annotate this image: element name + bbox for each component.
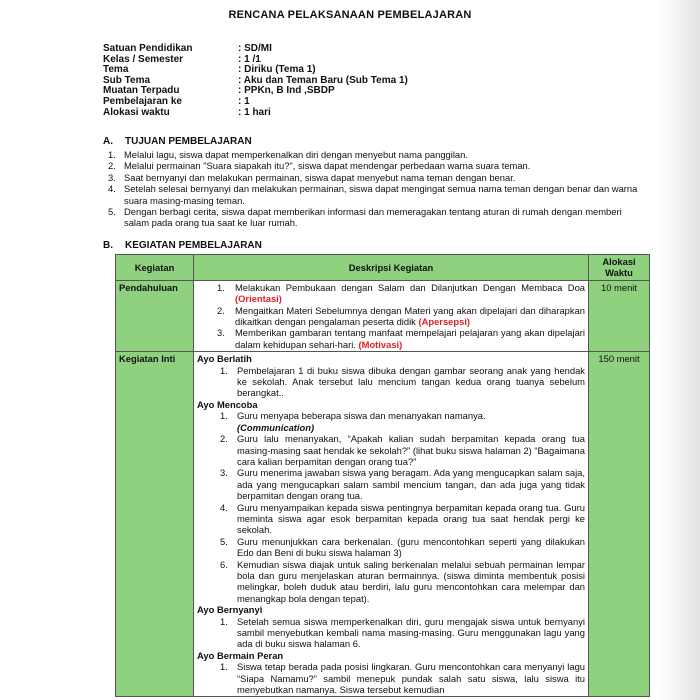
item-text: Pembelajaran 1 di buku siswa dibuka dengan gambar seorang anak yang hendak ke sekolah. Anak tersebut lalu mencium tangan kedua orang tuanya sebelum berangkat.. [237,364,585,399]
item-text: Siswa tetap berada pada posisi lingkaran. Guru mencontohkan cara menyanyi lagu “Siapa Namamu?” sambil menepuk pundak salah satu siswa, lalu siswa itu menyebutkan namanya. Siswa tersebut kemudian [237,661,585,696]
list-item [197,616,585,650]
section-b-heading [103,240,262,251]
item-number: 1. [217,281,225,293]
item-text: Guru lalu menanyakan, “Apakah kalian sudah berpamitan kepada orang tua masing-masing saat hendak ke sekolah?” (lihat buku siswa halaman 2) “Bagaimana cara kalian berpamitan dengan orang tua?” [237,433,585,467]
objective-text: Saat bernyanyi dan melakukan permainan, siswa dapat menyebut nama teman dengan benar. [124,171,516,183]
item-number: 5. [108,206,116,218]
identity-value: : PPKn, B Ind ,SBDP [238,85,335,97]
objectives-list [108,149,648,229]
item-text: Guru menunjukkan cara berkenalan. (guru mencontohkan seperti yang dilakukan Edo dan Beni di buku siswa halaman 3) [237,535,585,559]
item-number: 6. [220,558,228,570]
objective-item [108,183,648,206]
identity-value: : SD/MI [238,43,272,54]
list-item [197,661,585,695]
item-number: 1. [220,661,228,673]
identity-label: Kelas / Semester [103,53,184,65]
objective-text: Dengan berbagi cerita, siswa dapat memberikan informasi dan memeragakan tentang aturan di rumah dengan memberi salam pada orang tua saat ke luar rumah. [124,206,622,229]
item-number: 3. [108,171,116,183]
item-number: 3. [220,467,228,479]
item-text: Melakukan Pembukaan dengan Salam dan Dilanjutkan Dengan Membaca Doa [235,281,585,293]
objective-item [108,149,648,160]
list-item [197,327,585,350]
identity-block [103,44,408,118]
list-item [197,410,585,433]
row-time: 150 menit [589,352,650,697]
table-row-inti [116,352,650,697]
identity-value: : 1 [238,95,250,107]
item-number: 1. [220,364,228,376]
section-title: KEGIATAN PEMBELAJARAN [125,240,262,251]
header-deskripsi: Deskripsi Kegiatan [194,255,589,281]
identity-label: Satuan Pendidikan [103,43,193,54]
subsection-title: Ayo Mencoba [197,398,258,410]
phase-tag: (Orientasi) [235,293,282,305]
subsection-title: Ayo Bermain Peran [197,649,284,661]
header-alokasi: Alokasi Waktu [589,255,650,281]
item-number: 2. [217,304,225,316]
item-text: Setelah semua siswa memperkenalkan diri, guru mengajak siswa untuk bernyanyi sambil menyebutkan kembali nama masing-masing. Guru menggunakan lagu yang ada di buku siswa halaman 6. [237,615,585,650]
item-text: Guru menyampaikan kepada siswa pentingnya berpamitan kepada orang tua. Guru meminta siswa agar esok berpamitan kepada orang tua saat hendak pergi ke sekolah. [237,501,585,536]
item-text: Memberikan gambaran tentang manfaat mempelajari pelajaran yang akan dipelajari dalam kehidupan sehari-hari. [235,327,585,350]
item-number: 4. [220,501,228,513]
section-a-heading [103,136,252,147]
identity-value: : 1 /1 [238,53,261,65]
objective-item [108,172,648,183]
section-title: TUJUAN PEMBELAJARAN [125,136,252,147]
identity-value: : Aku dan Teman Baru (Sub Tema 1) [238,74,408,86]
subsection-title: Ayo Berlatih [197,353,252,365]
activity-table [115,254,650,697]
row-description [194,352,589,697]
identity-label: Tema [103,64,129,76]
section-letter: A. [103,136,113,147]
objective-item [108,160,648,171]
item-number: 1. [220,410,228,422]
list-item [197,559,585,605]
row-label: Kegiatan Inti [116,352,194,697]
row-description [194,280,589,351]
item-number: 2. [220,433,228,445]
item-text: Guru menerima jawaban siswa yang beragam. Ada yang mengucapkan salam saja, ada yang mengucapkan salam sambil mencium tangan, dan ada juga yang tidak berpamitan dengan orang tua. [237,467,585,502]
identity-value: : Diriku (Tema 1) [238,64,316,76]
identity-row [103,108,408,119]
objective-text: Setelah selesai bernyanyi dan melakukan permainan, siswa dapat mengingat semua nama teman dengan benar dan warna suara masing-masing teman. [124,183,638,206]
document-title: RENCANA PELAKSANAAN PEMBELAJARAN [228,9,472,21]
item-number: 3. [217,327,225,339]
objective-text: Melalui lagu, siswa dapat memperkenalkan diri dengan menyebut nama panggilan. [124,149,468,160]
item-number: 1. [108,149,116,160]
list-item [197,536,585,559]
list-item [197,502,585,536]
identity-label: Sub Tema [103,74,151,86]
objective-item [108,206,648,229]
objective-text: Melalui permainan "Suara siapakah itu?", siswa dapat mendengar perbedaan warna suara teman. [124,160,531,172]
item-number: 5. [220,535,228,547]
list-item [197,282,585,305]
identity-label: Alokasi waktu [103,106,170,118]
identity-value: : 1 hari [238,106,271,118]
identity-label: Pembelajaran ke [103,95,182,107]
section-letter: B. [103,240,113,251]
phase-tag: (Communication) [237,421,315,433]
item-text: Kemudian siswa diajak untuk saling berkenalan melalui sebuah permainan lempar bola dan guru menjelaskan aturan bermainnya. (siswa diminta membentuk posisi melingkar, boleh duduk atau berdiri, lalu guru mencontohkan cara melempar dan menangkap bola dengan tepat). [237,558,585,604]
phase-tag: (Apersepsi) [418,316,471,328]
item-number: 4. [108,183,116,195]
subsection-title: Ayo Bernyanyi [197,604,263,616]
phase-tag: (Motivasi) [358,338,403,350]
list-item [197,365,585,399]
item-text: Guru menyapa beberapa siswa dan menanyakan namanya. [237,410,486,422]
page-edge-shadow [660,0,700,700]
identity-label: Muatan Terpadu [103,85,180,97]
item-text: Mengaitkan Materi Sebelumnya dengan Materi yang akan dipelajari dan diharapkan dikaitkan dengan pengalaman peserta didik [235,304,585,328]
list-item [197,467,585,501]
table-header-row [116,255,650,281]
item-number: 1. [220,615,228,627]
header-kegiatan: Kegiatan [116,255,194,281]
list-item [197,305,585,328]
row-time: 10 menit [589,280,650,351]
table-row-pendahuluan [116,280,650,351]
list-item [197,433,585,467]
item-number: 2. [108,160,116,172]
row-label: Pendahuluan [116,280,194,351]
